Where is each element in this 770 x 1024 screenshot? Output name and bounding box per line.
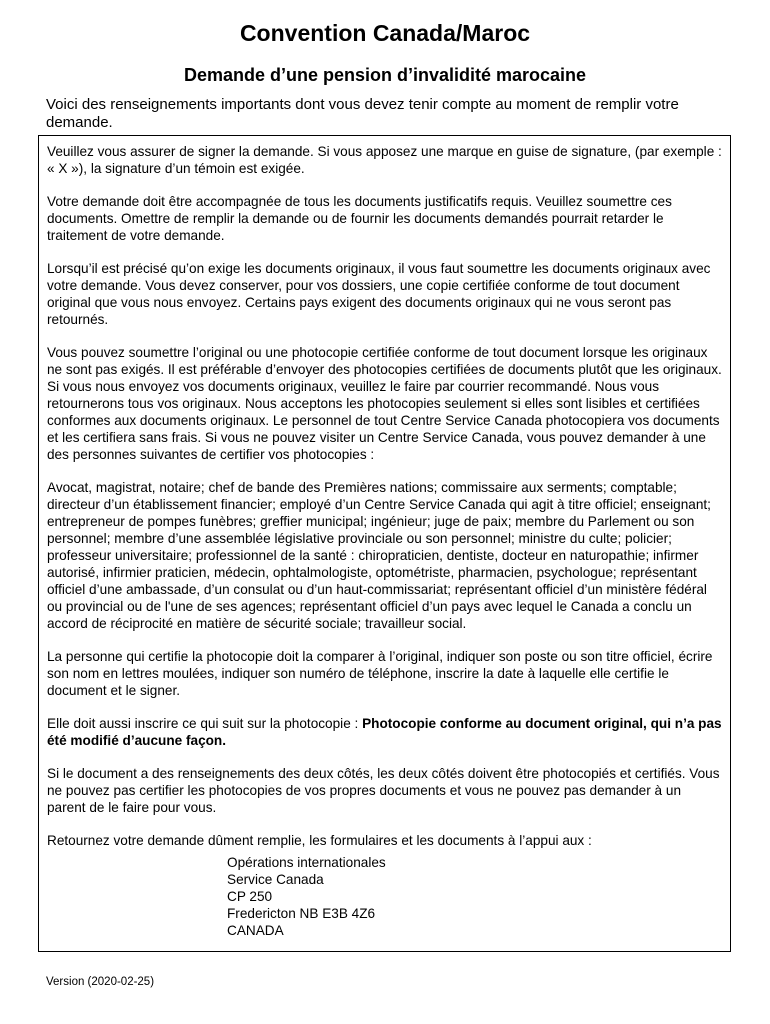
document-title: Convention Canada/Maroc <box>239 20 531 46</box>
original-documents-paragraph: Lorsqu’il est précisé qu’on exige les documents originaux, il vous faut soumettre les documents originaux avec votre demande. Vous devez conserver, pour vos dossiers, une copie certifiée conforme de tout document original que vous nous envoyez. Certains pays exigent des documents originaux qui ne vous seront pas retournés. <box>47 261 711 327</box>
return-instructions-paragraph: Retournez votre demande dûment remplie, les formulaires et les documents à l’appui aux : <box>47 833 592 848</box>
signature-paragraph: Veuillez vous assurer de signer la demande. Si vous apposez une marque en guise de signature, (par exemple : « X »), la signature d’un témoin est exigée. <box>47 144 722 176</box>
address-line-1: Opérations internationales <box>227 855 386 870</box>
address-line-4: Fredericton NB E3B 4Z6 <box>227 906 376 921</box>
certifier-duties-paragraph: La personne qui certifie la photocopie doit la comparer à l’original, indiquer son poste ou son titre officiel, écrire son nom en lettres moulées, indiquer son numéro de téléphone, inscrire la date à laquelle elle certifie le document et le signer. <box>47 649 713 698</box>
instructions-box <box>38 135 731 952</box>
two-sided-paragraph: Si le document a des renseignements des deux côtés, les deux côtés doivent être photocopiés et certifiés. Vous ne pouvez pas certifier les photocopies de vos propres documents et vous ne pouvez pas demander à un parent de le faire pour vous. <box>47 766 720 815</box>
mailing-address <box>227 854 722 939</box>
intro-text: Voici des renseignements importants dont vous devez tenir compte au moment de remplir votre demande. <box>46 96 679 131</box>
address-line-5: CANADA <box>227 923 284 938</box>
address-line-3: CP 250 <box>227 889 273 904</box>
certification-statement-paragraph <box>47 715 722 749</box>
supporting-documents-paragraph: Votre demande doit être accompagnée de tous les documents justificatifs requis. Veuillez soumettre ces documents. Omettre de remplir la demande ou de fournir les documents demandés pourrait retarder le traitement de votre demande. <box>47 194 672 243</box>
certifier-list-paragraph: Avocat, magistrat, notaire; chef de bande des Premières nations; commissaire aux serments; comptable; directeur d’un établissement financier; employé d’un Centre Service Canada qui agit à titre officiel; enseignant; entrepreneur de pompes funèbres; greffier municipal; ingénieur; juge de paix; membre du Parlement ou son personnel; membre d’une assemblée législative provinciale ou son personnel; ministre du culte; policier; professeur universitaire; professionnel de la santé : chiropraticien, dentiste, docteur en naturopathie; infirmer autorisé, infirmier praticien, médecin, ophtalmologiste, optométriste, pharmacien, psychologue; représentant officiel d’une ambassade, d’un consulat ou d’un haut-commissariat; représentant officiel d’un ministère fédéral ou provincial ou de l'une de ses agences; représentant officiel d’un pays avec lequel le Canada a conclu un accord de réciprocité en matière de sécurité sociale; travailleur social. <box>47 480 711 631</box>
certified-copies-paragraph: Vous pouvez soumettre l’original ou une photocopie certifiée conforme de tout document lorsque les originaux ne sont pas exigés. Il est préférable d’envoyer des photocopies certifiées de documents plutôt que les originaux. Si vous nous envoyez vos documents originaux, veuillez le faire par courrier recommandé. Nous vous retournerons tous vos originaux. Nous acceptons les photocopies seulement si elles sont lisibles et certifiées conformes aux documents originaux. Le personnel de tout Centre Service Canada photocopiera vos documents et les certifiera sans frais. Si vous ne pouvez visiter un Centre Service Canada, vous pouvez demander à une des personnes suivantes de certifier vos photocopies : <box>47 345 722 462</box>
document-subtitle: Demande d’une pension d’invalidité marocaine <box>183 65 587 85</box>
certification-statement-text: Photocopie conforme au document original, qui n’a pas été modifié d’aucune façon. <box>47 716 722 748</box>
address-line-2: Service Canada <box>227 872 324 887</box>
certification-statement-lead: Elle doit aussi inscrire ce qui suit sur la photocopie : <box>47 716 363 731</box>
version-label: Version (2020-02-25) <box>46 976 155 988</box>
